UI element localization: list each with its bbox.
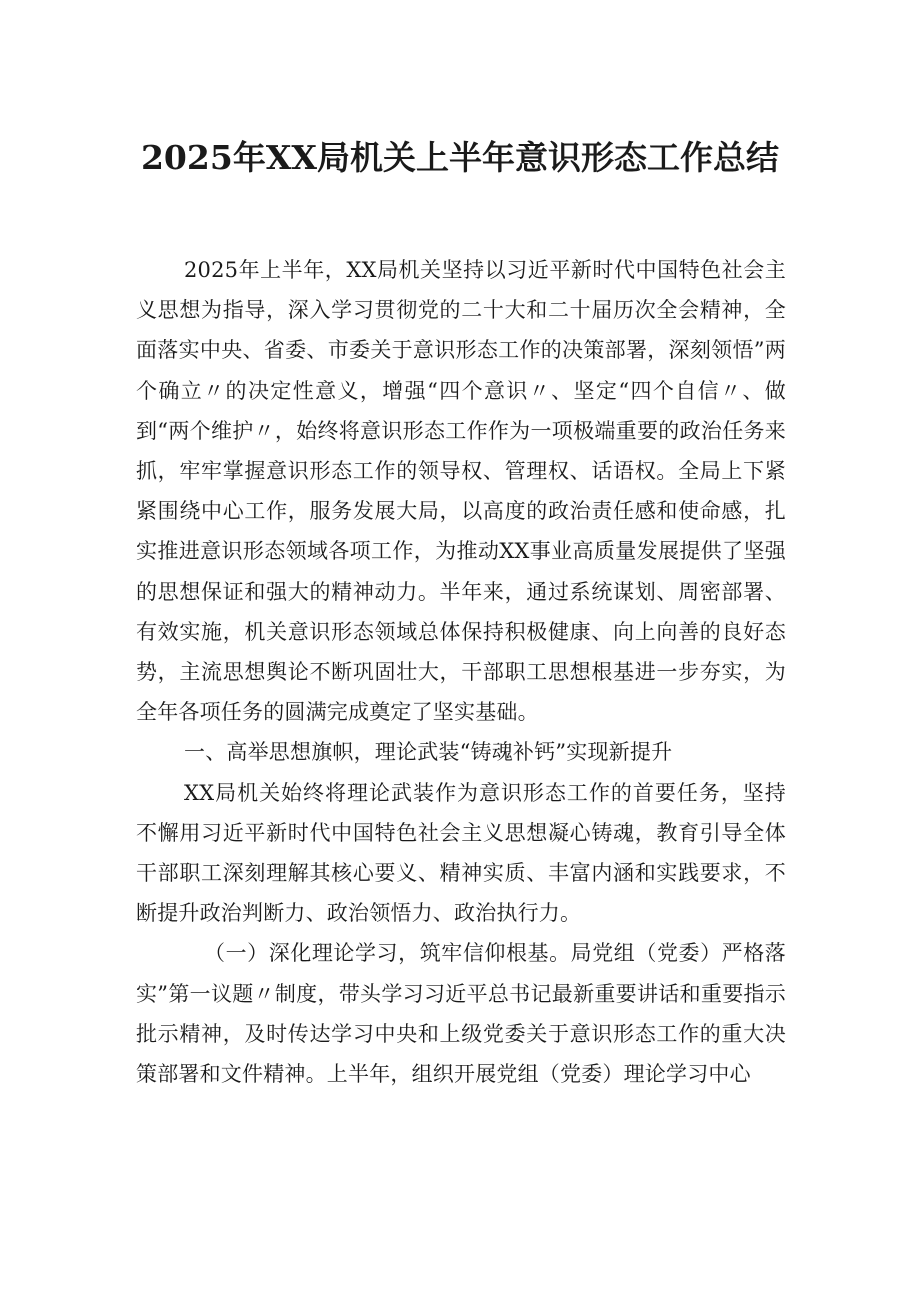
document-title: 2025年XX局机关上半年意识形态工作总结 (140, 138, 780, 177)
intro-paragraph: 2025年上半年，XX局机关坚持以习近平新时代中国特色社会主义思想为指导，深入学习贯彻党的二十大和二十届历次全会精神，全面落实中央、省委、市委关于意识形态工作的决策部署，深刻领悟”两个确立〃的决定性意义，增强“四个意识〃、坚定“四个自信〃、做到“两个维护〃，始终将意识形态工作作为一项极端重要的政治任务来抓，牢牢掌握意识形态工作的领导权、管理权、话语权。全局上下紧紧围绕中心工作，服务发展大局，以高度的政治责任感和使命感，扎实推进意识形态领域各项工作，为推动XX事业高质量发展提供了坚强的思想保证和强大的精神动力。半年来，通过系统谋划、周密部署、有效实施，机关意识形态领域总体保持积极健康、向上向善的良好态势，主流思想舆论不断巩固壮大，干部职工思想根基进一步夯实，为全年各项任务的圆满完成奠定了坚实基础。 (136, 258, 786, 725)
section-1-paragraph: XX局机关始终将理论武装作为意识形态工作的首要任务，坚持不懈用习近平新时代中国特色社会主义思想凝心铸魂，教育引导全体干部职工深刻理解其核心要义、精神实质、丰富内涵和实践要求，不断提升政治判断力、政治领悟力、政治执行力。 (136, 780, 786, 926)
section-heading-1: 一、高举思想旗帜，理论武装“铸魂补钙”实现新提升 (184, 740, 673, 765)
subsection-1-paragraph: （一）深化理论学习，筑牢信仰根基。局党组（党委）严格落实”第一议题〃制度，带头学习习近平总书记最新重要讲话和重要指示批示精神，及时传达学习中央和上级党委关于意识形态工作的重大决策部署和文件精神。上半年，组织开展党组（党委）理论学习中心 (136, 941, 786, 1087)
document-body (136, 250, 786, 1094)
